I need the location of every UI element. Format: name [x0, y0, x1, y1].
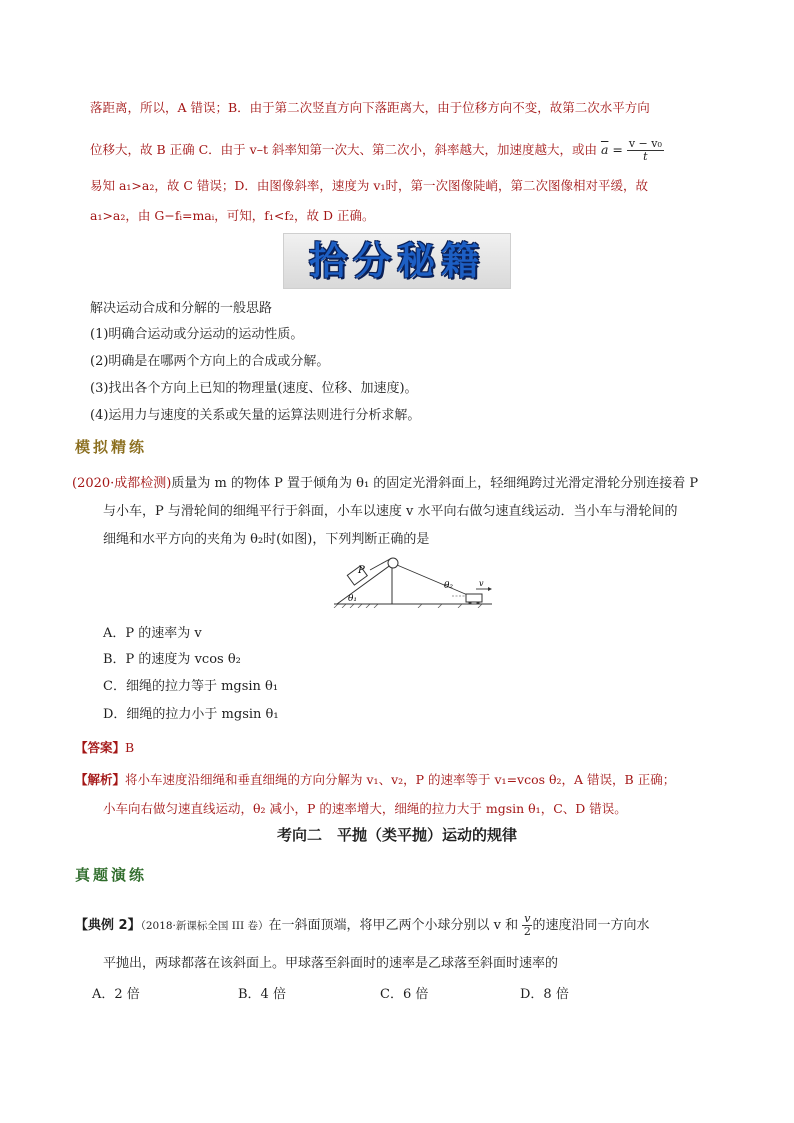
- problem1-analysis-line-2: 小车向右做匀速直线运动，θ₂ 减小，P 的速率增大，细绳的拉力大于 mgsin θ₁，C、D 错误。: [103, 801, 627, 816]
- example2-line-1: [75, 913, 650, 938]
- formula-abar: $\overline{a}$: [600, 142, 609, 157]
- example2-option-d: D．8 倍: [520, 987, 569, 1002]
- formula-denominator: t: [643, 150, 648, 163]
- problem1-line-2: 与小车，P 与滑轮间的细绳平行于斜面，小车以速度 v 水平向右做匀速直线运动．当小车与滑轮间的: [103, 504, 678, 519]
- example2-source: （2018·新课标全国 III 卷）: [140, 920, 269, 932]
- example2-label: 【典例 2】: [75, 918, 141, 933]
- problem1-line-3: 细绳和水平方向的夹角为 θ₂时(如图)，下列判断正确的是: [103, 532, 430, 547]
- problem1-analysis-line-1: [75, 770, 675, 788]
- formula-numerator: v − v₀: [628, 137, 662, 150]
- problem1-option-b: B．P 的速度为 vcos θ₂: [103, 652, 241, 667]
- example2-frac-den: 2: [523, 925, 531, 938]
- solution-line-3: 易知 a₁>a₂，故 C 错误；D．由图像斜率，速度为 v₁时，第一次图像陡峭，第二次图像相对平缓，故: [90, 178, 648, 193]
- formula-fraction: [627, 138, 664, 163]
- example2-text-pre: 在一斜面顶端，将甲乙两个小球分别以 v 和: [268, 918, 519, 933]
- solution-line-2: [90, 138, 664, 163]
- real-exam-section-label: 真题演练: [75, 866, 148, 884]
- example2-option-a: A．2 倍: [92, 987, 140, 1002]
- problem1-answer: [75, 738, 134, 756]
- cart: [466, 594, 482, 602]
- example2-line-2: 平抛出，两球都落在该斜面上。甲球落至斜面时的速率是乙球落至斜面时速率的: [103, 956, 559, 971]
- acceleration-formula: [600, 137, 664, 163]
- problem1-line-1: [72, 472, 698, 491]
- method-title: 解决运动合成和分解的一般思路: [90, 301, 273, 316]
- solution-line-1: 落距离，所以，A 错误；B．由于第二次竖直方向下落距离大，由于位移方向不变，故第二次水平方向: [90, 100, 650, 115]
- example2-fraction: [522, 913, 532, 938]
- problem1-option-c: C．细绳的拉力等于 mgsin θ₁: [103, 679, 279, 694]
- answer-label: 【答案】: [75, 740, 126, 755]
- angle2-label: θ₂: [444, 581, 454, 591]
- practice-section-label: 模拟精练: [75, 438, 148, 456]
- example2-option-c: C．6 倍: [380, 987, 429, 1002]
- solution-line-2-text: 位移大，故 B 正确 C．由于 v–t 斜率知第一次大、第二次小，斜率越大，加速度越大，或由: [90, 142, 597, 157]
- example2-text-post: 的速度沿同一方向水: [532, 918, 650, 933]
- analysis-label: 【解析】: [75, 772, 126, 787]
- example2-option-b: B．4 倍: [238, 987, 286, 1002]
- method-step-1: (1)明确合运动或分运动的运动性质。: [90, 327, 304, 342]
- tips-banner-text: 拾分秘籍: [308, 239, 485, 283]
- solution-line-4: a₁>a₂，由 G−fᵢ=maᵢ，可知，f₁<f₂，故 D 正确。: [90, 208, 375, 223]
- example2-frac-num: v: [524, 912, 531, 925]
- problem1-option-a: A．P 的速率为 v: [103, 626, 202, 641]
- problem1-source: (2020·成都检测): [72, 476, 172, 491]
- analysis-text-1: 将小车速度沿细绳和垂直细绳的方向分解为 v₁、v₂，P 的速率等于 v₁=vcos θ₂，A 错误，B 正确；: [125, 772, 676, 787]
- incline-pulley-figure: [332, 556, 497, 608]
- section-heading: 考向二 平抛（类平抛）运动的规律: [276, 826, 517, 844]
- velocity-label: v: [479, 579, 484, 588]
- method-step-4: (4)运用力与速度的关系或矢量的运算法则进行分析求解。: [90, 408, 421, 423]
- block-p-label: P: [358, 565, 365, 576]
- formula-equals: =: [608, 142, 627, 157]
- problem1-text-1: 质量为 m 的物体 P 置于倾角为 θ₁ 的固定光滑斜面上，轻细绳跨过光滑定滑轮分别连接着 P: [171, 476, 699, 491]
- method-step-2: (2)明确是在哪两个方向上的合成或分解。: [90, 354, 330, 369]
- problem1-option-d: D．细绳的拉力小于 mgsin θ₁: [103, 707, 279, 722]
- answer-value: B: [125, 740, 135, 755]
- angle1-label: θ₁: [348, 594, 358, 604]
- method-step-3: (3)找出各个方向上已知的物理量(速度、位移、加速度)。: [90, 381, 418, 396]
- tips-banner: [283, 233, 511, 289]
